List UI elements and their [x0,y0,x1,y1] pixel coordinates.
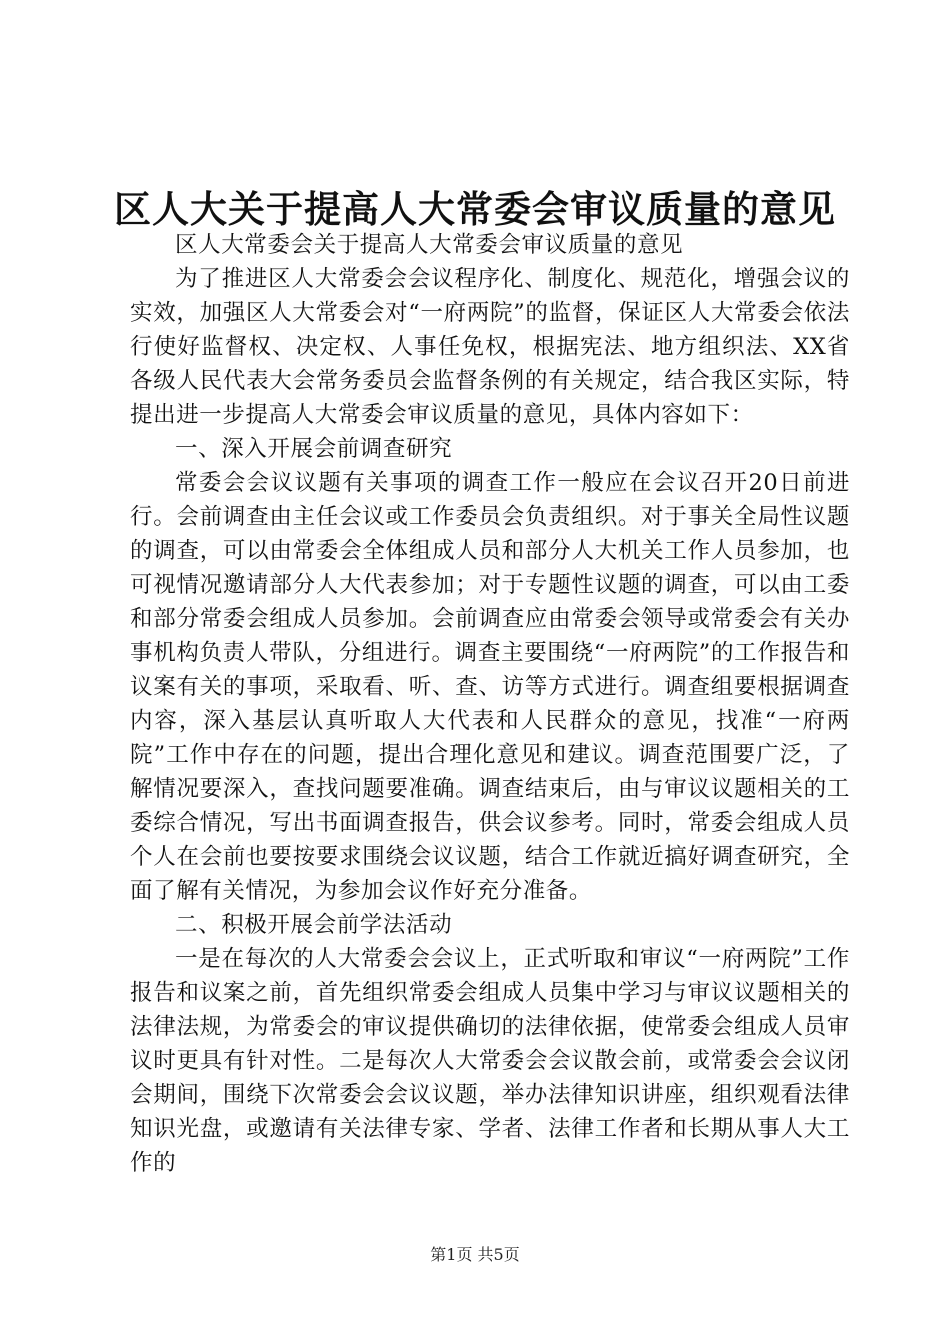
intro-paragraph: 为了推进区人大常委会会议程序化、制度化、规范化，增强会议的实效，加强区人大常委会对“一府两院”的监督，保证区人大常委会依法行使好监督权、决定权、人事任免权，根据宪法、地方组织法、XX省各级人民代表大会常务委员会监督条例的有关规定，结合我区实际，特提出进一步提高人大常委会审议质量的意见，具体内容如下： [130,266,850,428]
section-1-heading: 一、深入开展会前调查研究 [175,436,453,462]
page-number: 第1页 共5页 [430,1245,520,1264]
section-2-paragraph: 一是在每次的人大常委会会议上，正式听取和审议“一府两院”工作报告和议案之前，首先组织常委会组成人员集中学习与审议议题相关的法律法规，为常委会的审议提供确切的法律依据，使常委会组成人员审议时更具有针对性。二是每次人大常委会会议散会前，或常委会会议闭会期间，围绕下次常委会会议议题，举办法律知识讲座，组织观看法律知识光盘，或邀请有关法律专家、学者、法律工作者和长期从事人大工作的 [130,946,850,1176]
document-subtitle: 区人大常委会关于提高人大常委会审议质量的意见 [175,232,684,258]
document-body [130,228,850,1180]
section-2-heading: 二、积极开展会前学法活动 [175,912,453,938]
document-title: 区人大关于提高人大常委会审议质量的意见 [114,187,836,231]
section-1-paragraph: 常委会会议议题有关事项的调查工作一般应在会议召开20日前进行。会前调查由主任会议或工作委员会负责组织。对于事关全局性议题的调查，可以由常委会全体组成人员和部分人大机关工作人员参加，也可视情况邀请部分人大代表参加；对于专题性议题的调查，可以由工委和部分常委会组成人员参加。会前调查应由常委会领导或常委会有关办事机构负责人带队，分组进行。调查主要围绕“一府两院”的工作报告和议案有关的事项，采取看、听、查、访等方式进行。调查组要根据调查内容，深入基层认真听取人大代表和人民群众的意见，找准“一府两院”工作中存在的问题，提出合理化意见和建议。调查范围要广泛，了解情况要深入，查找问题要准确。调查结束后，由与审议议题相关的工委综合情况，写出书面调查报告，供会议参考。同时，常委会组成人员个人在会前也要按要求围绕会议议题，结合工作就近搞好调查研究，全面了解有关情况，为参加会议作好充分准备。 [130,470,850,904]
